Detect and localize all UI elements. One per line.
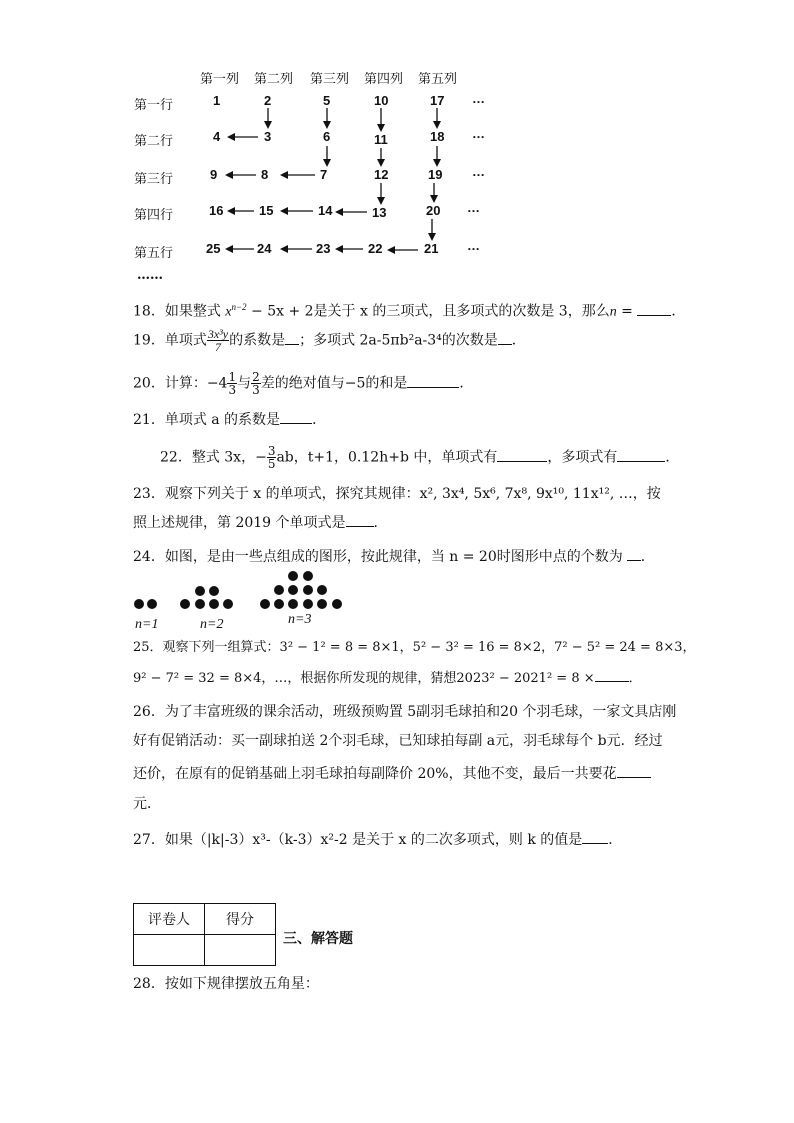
- q24-text: 24．如图，是由一些点组成的图形，按此规律，当 n = 20时图形中点的个数为: [133, 549, 623, 565]
- q22-mid: ，多项式有: [547, 449, 618, 466]
- q23-answer-blank[interactable]: [346, 514, 374, 527]
- q24-label-n3: n=3: [288, 612, 312, 627]
- grid-ellipsis: …: [472, 91, 485, 106]
- grid-continuation: ……: [137, 268, 163, 283]
- score-table-grader-cell[interactable]: [134, 935, 205, 966]
- dot-figure-n3: [260, 571, 342, 609]
- q21-end: ．: [312, 412, 327, 428]
- q26-answer-blank[interactable]: [617, 765, 651, 778]
- q19-blank-2[interactable]: [498, 332, 512, 345]
- q22-blank-2[interactable]: [617, 449, 665, 462]
- q22-fraction: $\frac{3}{5}$: [267, 444, 276, 471]
- q19-middle: 的系数是: [229, 332, 286, 349]
- grid-cell: 12: [374, 167, 389, 182]
- question-26-line-3: [133, 764, 651, 784]
- grid-cell: 7: [320, 167, 328, 182]
- grid-cell: 17: [430, 93, 445, 108]
- grid-cell: 25: [206, 241, 221, 256]
- question-23-line-1: 23．观察下列关于 x 的单项式，探究其规律：x², 3x⁴, 5x⁶, 7x⁸, 9x¹⁰, 11x¹², …，按: [133, 486, 661, 502]
- q26-line3: 还价，在原有的促销基础上羽毛球拍每副降价 20%，其他不变，最后一共要花: [133, 766, 617, 782]
- q27-answer-blank[interactable]: [582, 831, 608, 844]
- q20-fraction-1: $\frac{1}{3}$: [228, 370, 237, 397]
- q27-text: 27．如果（|k|-3）x³-（k-3）x²-2 是关于 x 的二次多项式，则 k 的值是: [133, 832, 583, 848]
- q22-prefix: 22．整式 3x，−: [160, 449, 267, 466]
- question-22: [160, 445, 679, 470]
- question-26-line-2: 好有促销活动：买一副球拍送 2个羽毛球，已知球拍每副 a元，羽毛球每个 b元．经过: [133, 733, 663, 749]
- q20-mid: 与: [237, 375, 252, 392]
- dot-figure-n1: [134, 599, 157, 609]
- score-table-score-cell[interactable]: [205, 935, 276, 966]
- question-21: [133, 410, 326, 430]
- q19-prefix: 19．单项式: [133, 332, 207, 349]
- grid-cell: 21: [424, 241, 439, 256]
- question-25-line-2: [133, 669, 642, 689]
- question-25-line-1: 25．观察下列一组算式：3² − 1² = 8 = 8×1，5² − 3² = 16 = 8×2，7² − 5² = 24 = 8×3，: [133, 640, 696, 655]
- score-table-header-score: 得分: [205, 904, 276, 935]
- grid-cell: 10: [374, 93, 389, 108]
- row-header-4: 第四行: [134, 208, 174, 223]
- q20-prefix: 20．计算：−4: [133, 375, 228, 392]
- col-header-2: 第二列: [254, 72, 294, 87]
- grid-ellipsis: …: [472, 164, 485, 179]
- grid-cell: 5: [323, 93, 331, 108]
- q24-answer-blank[interactable]: [627, 548, 641, 561]
- q22-blank-1[interactable]: [497, 449, 547, 462]
- row-header-1: 第一行: [134, 98, 174, 113]
- q20-rest: 差的绝对值与−5的和是: [260, 375, 408, 392]
- q25-answer-blank[interactable]: [595, 669, 629, 682]
- q19-fraction: $\frac{\text{3x³y}}{7}$: [207, 327, 229, 354]
- q23-line2: 照上述规律，第 2019 个单项式是: [133, 515, 346, 531]
- q24-end: ．: [640, 549, 655, 565]
- q18-n: n: [609, 304, 617, 320]
- q18-exp: n−2: [231, 302, 247, 312]
- section-title: 三、解答题: [283, 931, 353, 947]
- grid-ellipsis: …: [472, 126, 485, 141]
- col-header-4: 第四列: [364, 72, 404, 87]
- q20-end: ．: [459, 375, 474, 392]
- grid-cell: 6: [323, 129, 331, 144]
- q21-answer-blank[interactable]: [280, 411, 312, 424]
- q20-answer-blank[interactable]: [407, 375, 459, 388]
- question-23-line-2: [133, 513, 388, 533]
- q19-blank-1[interactable]: [285, 332, 299, 345]
- grid-arrows: [0, 0, 794, 300]
- grid-ellipsis: …: [467, 238, 480, 253]
- grid-cell: 11: [374, 132, 388, 147]
- row-header-2: 第二行: [134, 134, 174, 149]
- row-header-3: 第三行: [134, 172, 174, 187]
- q25-end: ．: [628, 671, 642, 686]
- grid-cell: 16: [209, 203, 224, 218]
- grid-cell: 13: [372, 205, 387, 220]
- score-table: [133, 903, 276, 966]
- grid-cell: 4: [213, 129, 221, 144]
- grid-cell: 8: [261, 167, 269, 182]
- q25-line2: 9² − 7² = 32 = 8×4，…，根据你所发现的规律，猜想2023² − 2021² = 8 ×: [133, 671, 595, 686]
- q18-expr-rest: − 5x + 2: [246, 303, 314, 320]
- q18-middle: 是关于 x 的三项式，且多项式的次数是 3，那么: [313, 303, 610, 320]
- q24-label-n1: n=1: [135, 617, 159, 632]
- q19-end: ．: [511, 332, 526, 349]
- q21-text: 21．单项式 a 的系数是: [133, 412, 281, 428]
- q27-end: ．: [608, 832, 623, 848]
- question-24: [133, 547, 655, 567]
- grid-cell: 9: [210, 167, 218, 182]
- grid-cell: 15: [259, 203, 274, 218]
- question-20: [133, 371, 473, 396]
- grid-cell: 20: [426, 203, 441, 218]
- question-18: [133, 297, 685, 323]
- grid-cell: 19: [428, 167, 443, 182]
- grid-cell: 18: [430, 129, 445, 144]
- grid-cell: 14: [318, 203, 333, 218]
- grid-ellipsis: …: [467, 200, 480, 215]
- grid-cell: 23: [316, 241, 331, 256]
- q22-rest: ab，t+1，0.12h+b 中，单项式有: [276, 449, 498, 466]
- q18-prefix: 18．如果整式: [133, 303, 226, 320]
- grid-cell: 24: [257, 241, 272, 256]
- grid-cell: 3: [264, 129, 272, 144]
- q18-var: x: [225, 304, 232, 320]
- question-27: [133, 830, 622, 850]
- q18-eq: =: [616, 303, 638, 320]
- question-26-line-1: 26．为了丰富班级的课余活动，班级预购置 5副羽毛球拍和20 个羽毛球，一家文具店刚: [133, 704, 677, 720]
- grid-cell: 2: [264, 93, 272, 108]
- row-header-5: 第五行: [134, 246, 174, 261]
- q20-fraction-2: $\frac{2}{3}$: [252, 370, 260, 397]
- q19-middle2: ；多项式 2a-5πb²a-3⁴的次数是: [299, 332, 498, 349]
- col-header-1: 第一列: [200, 72, 240, 87]
- q24-label-n2: n=2: [200, 617, 224, 632]
- col-header-5: 第五列: [418, 72, 458, 87]
- dot-figure-n2: [180, 586, 233, 609]
- q24-dot-figures: [128, 568, 358, 632]
- q18-end: ．: [671, 303, 686, 320]
- question-26-line-4: 元．: [133, 796, 161, 812]
- q18-answer-blank[interactable]: [637, 303, 671, 316]
- score-table-header-grader: 评卷人: [134, 904, 205, 935]
- question-28: 28．按如下规律摆放五角星：: [133, 976, 319, 992]
- grid-cell: 22: [368, 241, 383, 256]
- q23-end: ．: [373, 515, 388, 531]
- q22-end: ．: [665, 449, 680, 466]
- grid-cell: 1: [213, 93, 221, 108]
- col-header-3: 第三列: [310, 72, 350, 87]
- question-19: [133, 328, 526, 353]
